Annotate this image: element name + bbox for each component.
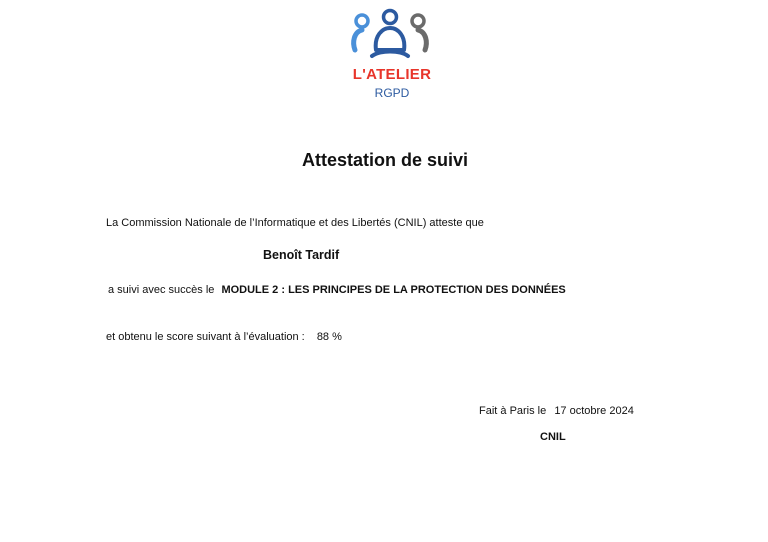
completion-line [108,284,566,296]
people-group-icon [346,6,438,64]
signature: CNIL [540,431,566,443]
logo-subtitle: RGPD [374,86,410,100]
logo-title: L'ATELIER [352,66,432,83]
recipient-name: Benoît Tardif [263,248,340,262]
atelier-rgpd-logo [346,6,438,106]
module-name: MODULE 2 : LES PRINCIPES DE LA PROTECTION DES DONNÉES [221,284,566,296]
score-value: 88 % [316,331,342,343]
intro-text: La Commission Nationale de l’Informatique et des Libertés (CNIL) atteste que [106,217,484,229]
score-line [106,331,342,343]
issue-date: 17 octobre 2024 [554,405,634,417]
certificate-title: Attestation de suivi [301,150,469,170]
score-prefix: et obtenu le score suivant à l’évaluation : [106,331,305,343]
place-date-line [479,405,634,417]
place-prefix: Fait à Paris le [479,405,547,417]
completion-prefix: a suivi avec succès le [108,284,215,296]
